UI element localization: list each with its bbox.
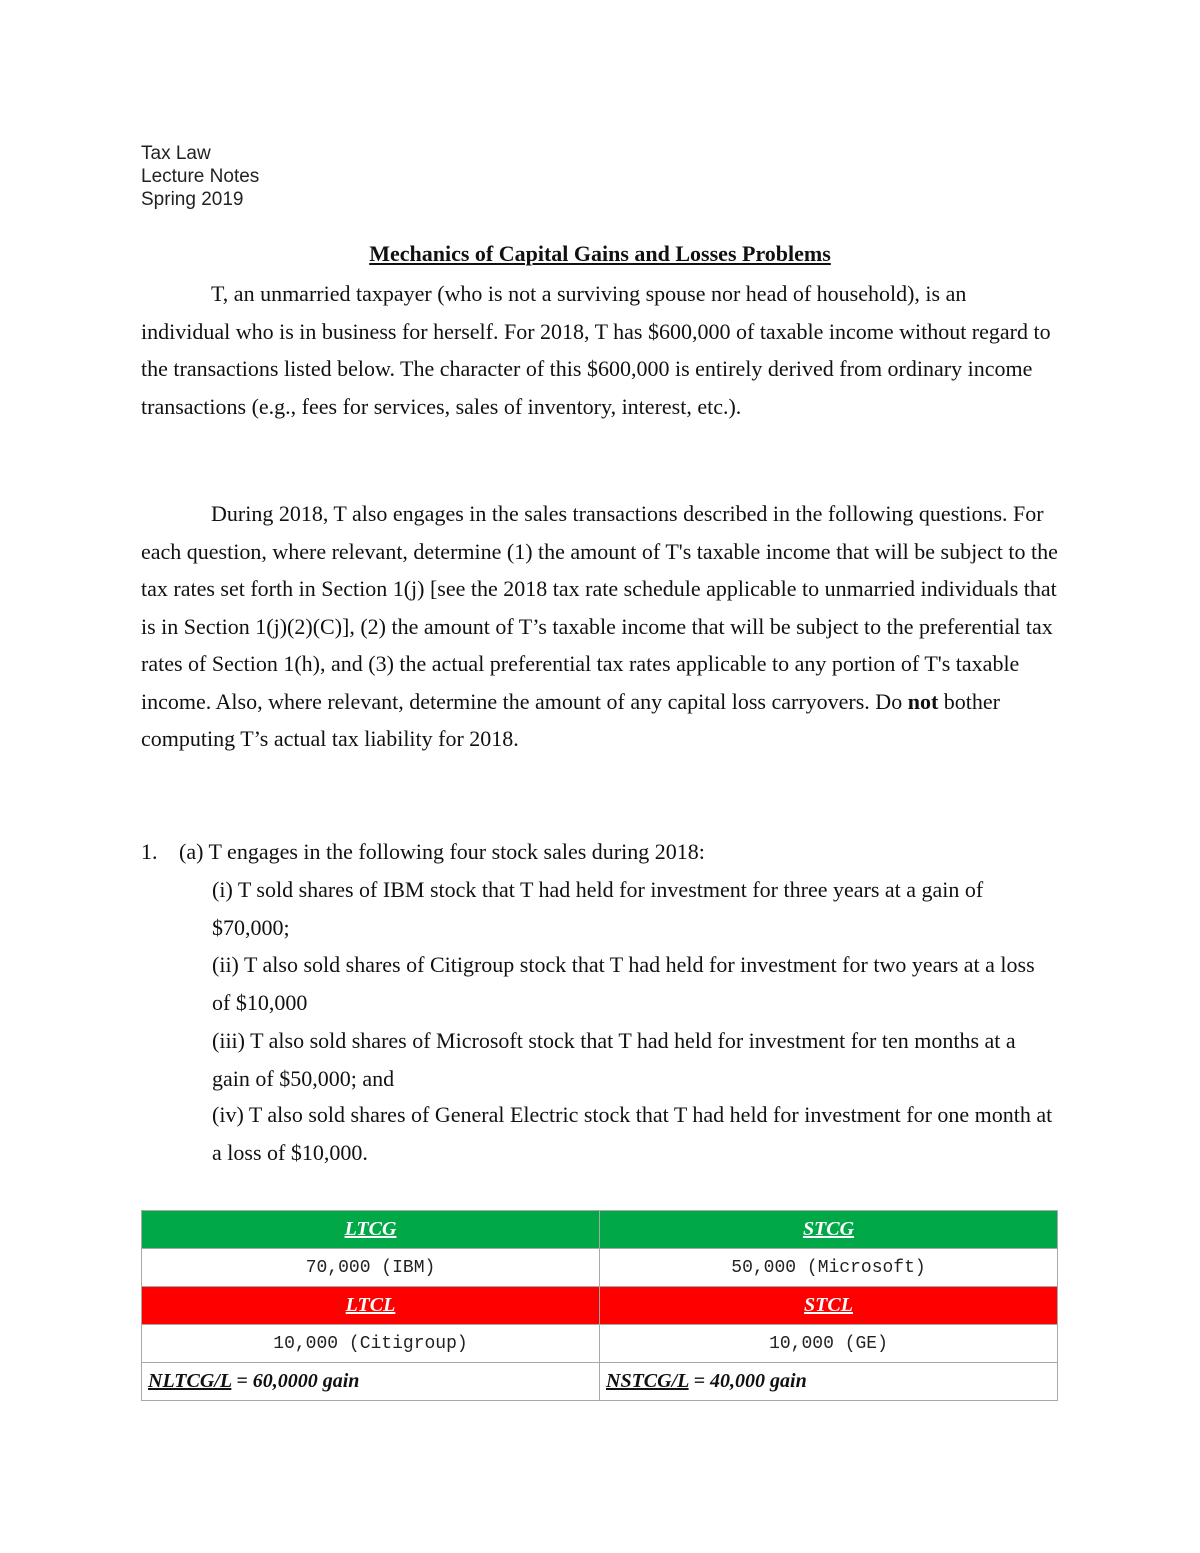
loss-value-row — [142, 1325, 1058, 1363]
stcl-header: STCL — [600, 1287, 1058, 1325]
nstcg-cell — [600, 1363, 1058, 1401]
ltcg-header: LTCG — [142, 1211, 600, 1249]
gain-header-row — [142, 1211, 1058, 1249]
capital-gains-table — [141, 1210, 1058, 1401]
instructions-emphasis: not — [907, 688, 939, 714]
instructions-paragraph — [141, 495, 1061, 758]
question-item-ii: (ii) T also sold shares of Citigroup stock that T had held for investment for two years at a loss of $10,000 — [212, 952, 1035, 1015]
intro-paragraph: T, an unmarried taxpayer (who is not a surviving spouse nor head of household), is an individual who is in business for herself. For 2018, T has $600,000 of taxable income without regard to the transactions listed below. The character of this $600,000 is entirely derived from ordinary income transactions (e.g., fees for services, sales of inventory, interest, etc.). — [141, 281, 1051, 419]
instructions-text-end: bother computing T’s actual tax liability for 2018. — [141, 688, 1000, 751]
instructions-text: During 2018, T also engages in the sales transactions described in the following questions. For each question, where relevant, determine (1) the amount of T's taxable income that will be subject to the tax rates set forth in Section 1(j) [see the 2018 tax rate schedule applicable to unmarried individuals that is in Section 1(j)(2)(C)], (2) the amount of T’s taxable income that will be subject to the preferential tax rates of Section 1(h), and (3) the actual preferential tax rates applicable to any portion of T's taxable income. Also, where relevant, determine the amount of any capital loss carryovers. Do — [141, 501, 1058, 714]
document-header — [141, 142, 259, 211]
ltcg-value: 70,000 (IBM) — [142, 1249, 600, 1287]
document-title: Mechanics of Capital Gains and Losses Problems — [369, 241, 831, 266]
nstcg-value: = 40,000 gain — [688, 1370, 807, 1392]
nltcg-value: = 60,0000 gain — [231, 1370, 360, 1392]
course-name: Tax Law — [141, 143, 211, 164]
question-1-lead — [141, 833, 705, 871]
gain-value-row — [142, 1249, 1058, 1287]
net-row — [142, 1363, 1058, 1401]
stcg-header: STCG — [600, 1211, 1058, 1249]
question-item-iv: (iv) T also sold shares of General Electric stock that T had held for investment for one month at a loss of $10,000. — [212, 1102, 1053, 1165]
ltcl-header: LTCL — [142, 1287, 600, 1325]
term: Spring 2019 — [141, 189, 244, 210]
nstcg-label: NSTCG/L — [606, 1370, 689, 1392]
question-item-i: (i) T sold shares of IBM stock that T had held for investment for three years at a gain of $70,000; — [212, 877, 984, 940]
nltcg-label: NLTCG/L — [148, 1370, 232, 1392]
question-lead-text: (a) T engages in the following four stock sales during 2018: — [179, 839, 705, 864]
nltcg-cell — [142, 1363, 600, 1401]
loss-header-row — [142, 1287, 1058, 1325]
question-item-iii: (iii) T also sold shares of Microsoft stock that T had held for investment for ten months at a gain of $50,000; and — [212, 1028, 1016, 1091]
stcg-value: 50,000 (Microsoft) — [600, 1249, 1058, 1287]
stcl-value: 10,000 (GE) — [600, 1325, 1058, 1363]
ltcl-value: 10,000 (Citigroup) — [142, 1325, 600, 1363]
document-type: Lecture Notes — [141, 166, 260, 187]
question-number: 1. — [141, 839, 158, 864]
